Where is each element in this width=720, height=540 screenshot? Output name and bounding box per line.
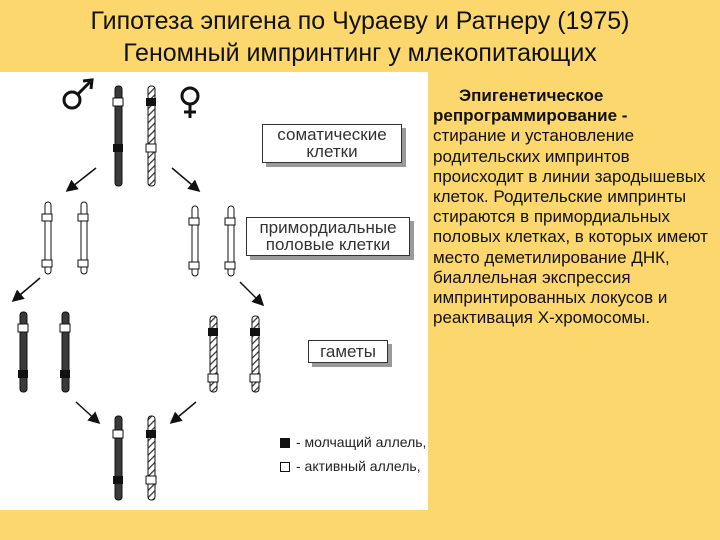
- arrow-left-3: [76, 402, 98, 422]
- legend-silent-text: - молчащий аллель,: [296, 434, 427, 450]
- chromosome-somatic-paternal: [113, 86, 123, 186]
- chromosome-gamete-female-2: [250, 316, 260, 392]
- label-primordial-line-2: половые клетки: [265, 235, 391, 254]
- chromosome-primordial-left-2: [78, 202, 88, 274]
- side-body: стирание и установление родительских импринтов происходит в линии зародышевых клеток. Родительские импринты стираются в примордиальных половых клетках, в которых имеют место деметилирование ДНК, биаллельная экспрессия импринтированных локусов и реактивация Х-хромосомы.: [433, 126, 708, 328]
- side-heading-2: репрограммирование -: [433, 106, 628, 126]
- page-title-line-1: Гипотеза эпигена по Чураеву и Ратнеру (1975): [90, 7, 630, 35]
- label-primordial-germ-cells: [246, 217, 410, 256]
- side-heading-1: Эпигенетическое: [459, 86, 604, 105]
- chromosome-somatic-maternal: [146, 86, 156, 186]
- arrow-right-3: [172, 402, 196, 422]
- label-gametes: гаметы: [308, 340, 388, 363]
- diagram-panel: [0, 72, 428, 510]
- page-title-line-2: Геномный импринтинг у млекопитающих: [123, 39, 597, 67]
- arrow-right-2: [240, 282, 262, 304]
- chromosome-zygote-paternal: [113, 416, 123, 500]
- silent-allele-swatch-icon: [280, 438, 290, 448]
- label-somatic-line-1: соматические: [277, 125, 387, 144]
- chromosome-gamete-male-2: [60, 312, 70, 392]
- legend-active-text: - активный аллель,: [296, 458, 421, 474]
- chromosome-primordial-right-1: [189, 206, 199, 276]
- label-somatic-line-2: клетки: [306, 142, 358, 161]
- side-description: [433, 86, 718, 328]
- active-allele-swatch-icon: [280, 462, 290, 472]
- chromosome-primordial-left-1: [42, 202, 52, 274]
- chromosome-gamete-female-1: [208, 316, 218, 392]
- arrow-left-2: [14, 278, 40, 300]
- female-symbol-icon: [182, 88, 198, 118]
- arrow-left-1: [68, 168, 96, 190]
- male-symbol-icon: [64, 80, 92, 108]
- chromosome-zygote-maternal: [146, 416, 156, 500]
- label-somatic-cells: [262, 124, 402, 163]
- legend-silent-allele: [280, 434, 426, 450]
- label-primordial-line-1: примордиальные: [259, 218, 397, 237]
- arrow-right-1: [172, 168, 198, 190]
- chromosome-gamete-male-1: [18, 312, 28, 392]
- legend-active-allele: [280, 458, 421, 474]
- chromosome-primordial-right-2: [225, 206, 235, 276]
